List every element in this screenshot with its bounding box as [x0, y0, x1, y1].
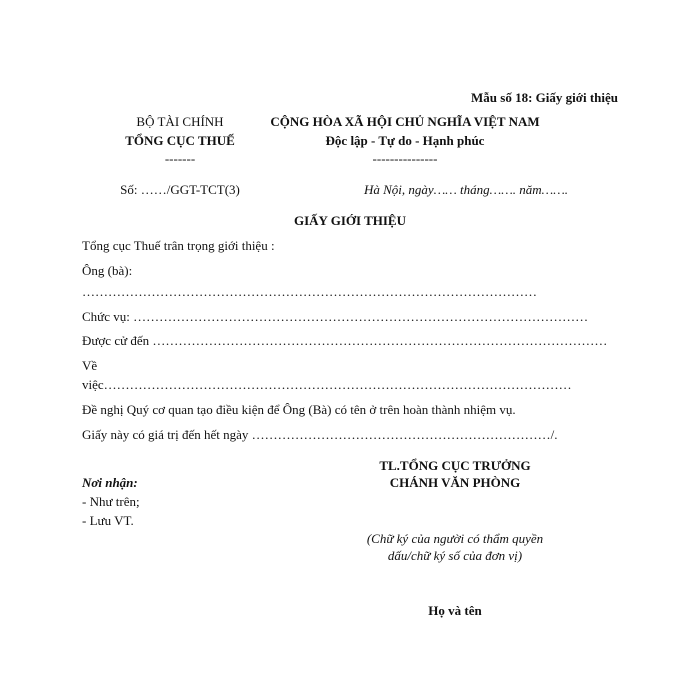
signature-note-2: dấu/chữ ký số của đơn vị) [387, 548, 523, 563]
about-label: Về [82, 358, 98, 373]
sent-to-line: Được cử đến …………………………………………………………………………………………… [82, 333, 608, 348]
recipient-item: - Như trên; [82, 494, 140, 509]
right-divider: --------------- [372, 151, 438, 166]
signer-title-1: TL.TỔNG CỤC TRƯỞNG [379, 458, 531, 473]
signer-name: Họ và tên [428, 603, 482, 618]
ministry-name: BỘ TÀI CHÍNH [136, 114, 224, 129]
name-dots: …………………………………………………………………………………………… [82, 284, 537, 299]
form-code: Mẫu số 18: Giấy giới thiệu [471, 90, 618, 105]
signature-note-1: (Chữ ký của người có thẩm quyền [366, 531, 544, 546]
document-title: GIẤY GIỚI THIỆU [294, 213, 406, 228]
country-name: CỘNG HÒA XÃ HỘI CHỦ NGHĨA VIỆT NAM [270, 114, 540, 129]
left-divider: ------- [164, 151, 196, 166]
agency-name: TỔNG CỤC THUẾ [125, 133, 235, 148]
recipient-item: - Lưu VT. [82, 513, 134, 528]
signer-title-2: CHÁNH VĂN PHÒNG [389, 475, 521, 490]
recipients-label: Nơi nhận: [82, 475, 138, 490]
position-line: Chức vụ: …………………………………………………………………………………………… [82, 309, 589, 324]
national-motto: Độc lập - Tự do - Hạnh phúc [325, 133, 485, 148]
validity-text: Giấy này có giá trị đến hết ngày ……………………………………………………………/. [82, 427, 558, 442]
name-label: Ông (bà): [82, 263, 133, 278]
document-number: Số: ……/GGT-TCT(3) [120, 182, 240, 197]
request-text: Đề nghị Quý cơ quan tạo điều kiện để Ông (Bà) có tên ở trên hoàn thành nhiệm vụ. [82, 402, 516, 417]
place-date: Hà Nội, ngày…… tháng……. năm……. [364, 182, 569, 197]
about-line: việc……………………………………………………………………………………………… [82, 377, 572, 392]
intro-text: Tổng cục Thuế trân trọng giới thiệu : [82, 238, 275, 253]
